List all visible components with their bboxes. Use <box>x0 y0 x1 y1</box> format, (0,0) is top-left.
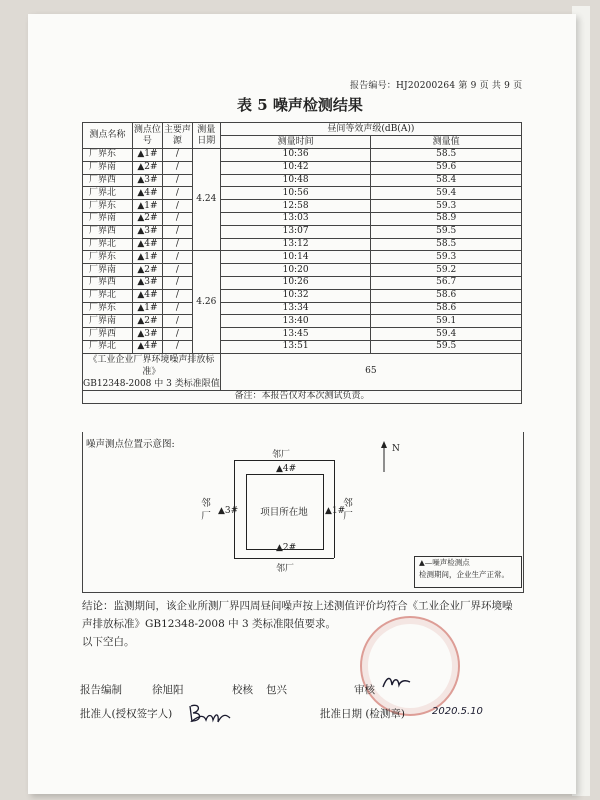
row-time: 10:56 <box>220 187 371 200</box>
row-name: 厂界西 <box>83 276 133 289</box>
row-time: 10:36 <box>220 149 371 162</box>
row-name: 厂界南 <box>83 212 133 225</box>
legend-line1: ▲—噪声检测点 <box>419 558 470 567</box>
row-pos: ▲4# <box>132 289 162 302</box>
noise-results-table <box>82 122 522 404</box>
row-time: 10:20 <box>220 264 371 277</box>
row-value: 58.6 <box>371 302 522 315</box>
row-src: / <box>162 174 192 187</box>
row-time: 13:07 <box>220 225 371 238</box>
row-value: 59.3 <box>371 251 522 264</box>
header-value: 测量值 <box>371 136 522 149</box>
row-name: 厂界东 <box>83 149 133 162</box>
row-pos: ▲3# <box>132 328 162 341</box>
row-value: 59.6 <box>371 161 522 174</box>
row-value: 56.7 <box>371 276 522 289</box>
conclusion-block <box>82 597 522 651</box>
row-src: / <box>162 212 192 225</box>
table-row <box>83 264 522 277</box>
table-row <box>83 251 522 264</box>
standard-value: 65 <box>220 353 521 390</box>
header-main-source: 主要声源 <box>162 123 192 149</box>
row-value: 59.2 <box>371 264 522 277</box>
row-value: 59.4 <box>371 187 522 200</box>
row-src: / <box>162 225 192 238</box>
header-time: 测量时间 <box>220 136 371 149</box>
row-pos: ▲1# <box>132 251 162 264</box>
row-pos: ▲4# <box>132 187 162 200</box>
row-name: 厂界南 <box>83 315 133 328</box>
table-row <box>83 161 522 174</box>
legend-box <box>414 556 522 588</box>
compiler-name: 徐旭阳 <box>152 684 184 696</box>
row-time: 13:40 <box>220 315 371 328</box>
row-value: 59.5 <box>371 340 522 353</box>
table-row <box>83 174 522 187</box>
row-value: 59.1 <box>371 315 522 328</box>
row-src: / <box>162 264 192 277</box>
row-time: 13:03 <box>220 212 371 225</box>
row-name: 厂界南 <box>83 264 133 277</box>
approver-signature <box>186 700 234 726</box>
row-src: / <box>162 187 192 200</box>
row-src: / <box>162 238 192 251</box>
neighbor-right: 邻厂 <box>343 498 353 522</box>
row-name: 厂界西 <box>83 328 133 341</box>
neighbor-bottom: 邻厂 <box>276 564 295 574</box>
neighbor-left: 邻厂 <box>201 498 211 522</box>
row-pos: ▲2# <box>132 212 162 225</box>
header-group: 昼间等效声级(dB(A)) <box>220 123 521 136</box>
row-value: 58.5 <box>371 238 522 251</box>
row-pos: ▲2# <box>132 315 162 328</box>
diagram-label: 噪声测点位置示意图: <box>86 439 175 450</box>
remark-text: 备注：本报告仅对本次测试负责。 <box>83 390 522 403</box>
row-pos: ▲3# <box>132 174 162 187</box>
row-time: 10:26 <box>220 276 371 289</box>
approval-date-value: 2020.5.10 <box>432 706 483 717</box>
checker-label: 校核 <box>232 684 253 696</box>
reviewer-label: 审核 <box>354 684 375 696</box>
row-name: 厂界西 <box>83 225 133 238</box>
row-src: / <box>162 161 192 174</box>
table-row <box>83 340 522 353</box>
table-title: 表 5 噪声检测结果 <box>237 96 363 114</box>
row-name: 厂界北 <box>83 289 133 302</box>
row-src: / <box>162 276 192 289</box>
blank-note: 以下空白。 <box>82 636 135 648</box>
row-value: 58.4 <box>371 174 522 187</box>
header-point-name: 测点名称 <box>83 123 133 149</box>
row-time: 10:14 <box>220 251 371 264</box>
standard-row <box>83 353 522 390</box>
row-pos: ▲3# <box>132 276 162 289</box>
row-name: 厂界北 <box>83 187 133 200</box>
row-name: 厂界西 <box>83 174 133 187</box>
standard-line1: 《工业企业厂界环境噪声排放标准》 <box>88 354 215 377</box>
point-2: ▲2# <box>276 543 297 553</box>
table-row <box>83 302 522 315</box>
north-label: N <box>392 444 400 454</box>
row-name: 厂界东 <box>83 302 133 315</box>
standard-line2: GB12348-2008 中 3 类标准限值 <box>83 378 220 389</box>
row-name: 厂界北 <box>83 238 133 251</box>
row-value: 59.5 <box>371 225 522 238</box>
row-time: 10:32 <box>220 289 371 302</box>
reviewer-signature <box>380 672 414 692</box>
row-src: / <box>162 328 192 341</box>
row-value: 58.9 <box>371 212 522 225</box>
row-time: 13:51 <box>220 340 371 353</box>
row-src: / <box>162 302 192 315</box>
checker-name: 包兴 <box>266 684 287 696</box>
row-time: 12:58 <box>220 200 371 213</box>
compiler-label: 报告编制 <box>80 684 122 696</box>
row-name: 厂界北 <box>83 340 133 353</box>
row-pos: ▲2# <box>132 264 162 277</box>
row-time: 13:45 <box>220 328 371 341</box>
row-value: 59.4 <box>371 328 522 341</box>
table-row <box>83 225 522 238</box>
point-3: ▲3# <box>218 506 239 516</box>
approver-label: 批准人(授权签字人) <box>80 708 173 720</box>
row-time: 10:42 <box>220 161 371 174</box>
row-name: 厂界南 <box>83 161 133 174</box>
approval-date-label: 批准日期 (检测章) <box>320 708 406 720</box>
neighbor-top: 邻厂 <box>272 450 291 460</box>
row-time: 13:34 <box>220 302 371 315</box>
row-src: / <box>162 200 192 213</box>
standard-name <box>83 353 221 390</box>
row-value: 58.5 <box>371 149 522 162</box>
row-pos: ▲1# <box>132 302 162 315</box>
row-src: / <box>162 289 192 302</box>
row-time: 10:48 <box>220 174 371 187</box>
row-pos: ▲2# <box>132 161 162 174</box>
table-row <box>83 276 522 289</box>
row-name: 厂界东 <box>83 200 133 213</box>
row-src: / <box>162 149 192 162</box>
conclusion-text: 结论：监测期间，该企业所测厂界四周昼间噪声按上述测值评价均符合《工业企业厂界环境噪声排放标准》GB12348-2008 中 3 类标准限值要求。 <box>82 600 513 630</box>
row-value: 59.3 <box>371 200 522 213</box>
row-name: 厂界东 <box>83 251 133 264</box>
table-row <box>83 187 522 200</box>
row-pos: ▲4# <box>132 238 162 251</box>
project-site-label: 项目所在地 <box>260 507 308 518</box>
table-row <box>83 328 522 341</box>
boundary-line-top <box>234 460 334 461</box>
table-row <box>83 149 522 162</box>
row-src: / <box>162 315 192 328</box>
row-src: / <box>162 251 192 264</box>
row-time: 13:12 <box>220 238 371 251</box>
row-pos: ▲1# <box>132 149 162 162</box>
table-row <box>83 212 522 225</box>
point-4: ▲4# <box>276 464 297 474</box>
row-value: 58.6 <box>371 289 522 302</box>
table-row <box>83 238 522 251</box>
report-number: 报告编号：HJ20200264 第 9 页 共 9 页 <box>350 81 523 91</box>
boundary-line-bottom <box>234 558 334 559</box>
header-date: 测量日期 <box>192 123 220 149</box>
legend-line2: 检测期间，企业生产正常。 <box>419 570 509 579</box>
point-1: ▲1# <box>325 506 346 516</box>
header-point-pos: 测点位号 <box>132 123 162 149</box>
table-row <box>83 315 522 328</box>
row-pos: ▲1# <box>132 200 162 213</box>
row-src: / <box>162 340 192 353</box>
remark-row <box>83 390 522 403</box>
date-cell: 4.26 <box>192 251 220 353</box>
table-row <box>83 200 522 213</box>
inspection-seal-stamp <box>360 616 460 716</box>
row-pos: ▲3# <box>132 225 162 238</box>
row-pos: ▲4# <box>132 340 162 353</box>
date-cell: 4.24 <box>192 149 220 251</box>
table-row <box>83 289 522 302</box>
